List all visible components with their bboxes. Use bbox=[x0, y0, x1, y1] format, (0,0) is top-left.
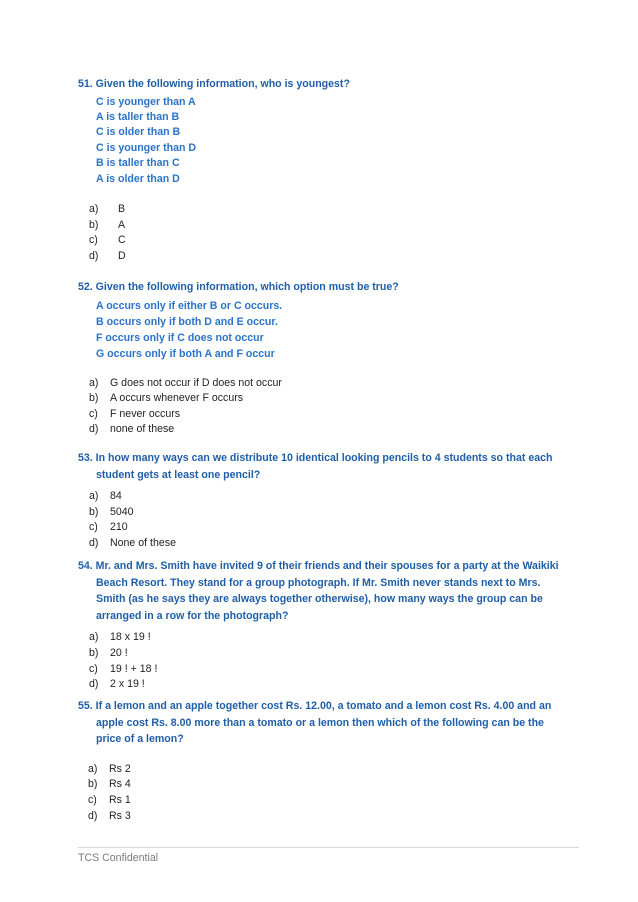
question-title-line: arranged in a row for the photograph? bbox=[96, 609, 289, 622]
given-list bbox=[78, 95, 568, 187]
question-title bbox=[78, 279, 568, 296]
option-d: d) None of these bbox=[89, 536, 176, 549]
option-c: c) Rs 1 bbox=[88, 793, 131, 806]
option-list bbox=[78, 202, 568, 264]
option-list bbox=[78, 630, 568, 692]
option-list bbox=[78, 489, 568, 551]
question-title bbox=[78, 698, 568, 748]
question-title-line: 52. Given the following information, which option must be true? bbox=[78, 281, 399, 293]
option-a: a) 18 x 19 ! bbox=[89, 631, 151, 644]
question-title bbox=[78, 450, 568, 483]
option-a: a) Rs 2 bbox=[88, 762, 131, 775]
question-title-line: price of a lemon? bbox=[96, 733, 184, 746]
option-b: b) 20 ! bbox=[89, 646, 128, 659]
question-title-line: Smith (as he says they are always together otherwise), how many ways the group can be bbox=[96, 593, 543, 606]
given-item: A occurs only if either B or C occurs. bbox=[96, 299, 283, 312]
option-b: b) A bbox=[89, 218, 126, 231]
option-list bbox=[78, 762, 568, 824]
given-item: F occurs only if C does not occur bbox=[96, 331, 264, 344]
option-a: a) G does not occur if D does not occur bbox=[89, 376, 282, 389]
question-title bbox=[78, 76, 568, 93]
given-item: C is older than B bbox=[96, 126, 181, 139]
question-title-line: student gets at least one pencil? bbox=[96, 468, 261, 481]
given-item: B occurs only if both D and E occur. bbox=[96, 315, 278, 328]
given-list bbox=[78, 298, 568, 362]
question-52 bbox=[78, 279, 568, 438]
given-item: A is taller than B bbox=[96, 111, 180, 123]
option-b: b) Rs 4 bbox=[88, 778, 131, 791]
option-a: a) B bbox=[89, 203, 126, 216]
question-53 bbox=[78, 450, 568, 552]
question-title-line: 55. If a lemon and an apple together cost Rs. 12.00, a tomato and a lemon cost Rs. 4.00 and an bbox=[78, 700, 552, 712]
option-c: c) 210 bbox=[89, 521, 128, 534]
option-c: c) 19 ! + 18 ! bbox=[89, 662, 158, 675]
option-b: b) 5040 bbox=[89, 505, 134, 518]
option-c: c) F never occurs bbox=[89, 407, 181, 420]
given-item: A is older than D bbox=[96, 172, 180, 185]
option-c: c) C bbox=[89, 234, 126, 247]
option-list bbox=[78, 376, 568, 438]
option-b: b) A occurs whenever F occurs bbox=[89, 392, 244, 405]
option-d: d) Rs 3 bbox=[88, 809, 131, 822]
question-title bbox=[78, 558, 568, 624]
option-d: d) D bbox=[89, 249, 126, 262]
given-item: C is younger than A bbox=[96, 95, 196, 108]
question-51 bbox=[78, 76, 568, 264]
question-55 bbox=[78, 698, 568, 824]
question-54 bbox=[78, 558, 568, 693]
question-title-line: 51. Given the following information, who is youngest? bbox=[78, 78, 350, 90]
given-item: G occurs only if both A and F occur bbox=[96, 347, 275, 360]
option-d: d) none of these bbox=[89, 423, 175, 436]
question-title-line: Beach Resort. They stand for a group photograph. If Mr. Smith never stands next to Mrs. bbox=[96, 576, 541, 589]
option-a: a) 84 bbox=[89, 490, 122, 503]
given-item: B is taller than C bbox=[96, 157, 180, 170]
given-item: C is younger than D bbox=[96, 141, 197, 154]
question-title-line: 54. Mr. and Mrs. Smith have invited 9 of their friends and their spouses for a party at the Waikiki bbox=[78, 560, 559, 572]
question-title-line: apple cost Rs. 8.00 more than a tomato or a lemon then which of the following can be the bbox=[96, 716, 544, 729]
footer-text: TCS Confidential bbox=[78, 852, 159, 864]
footer-divider bbox=[78, 847, 579, 848]
option-d: d) 2 x 19 ! bbox=[89, 678, 145, 691]
question-title-line: 53. In how many ways can we distribute 10 identical looking pencils to 4 students so that each bbox=[78, 452, 553, 464]
